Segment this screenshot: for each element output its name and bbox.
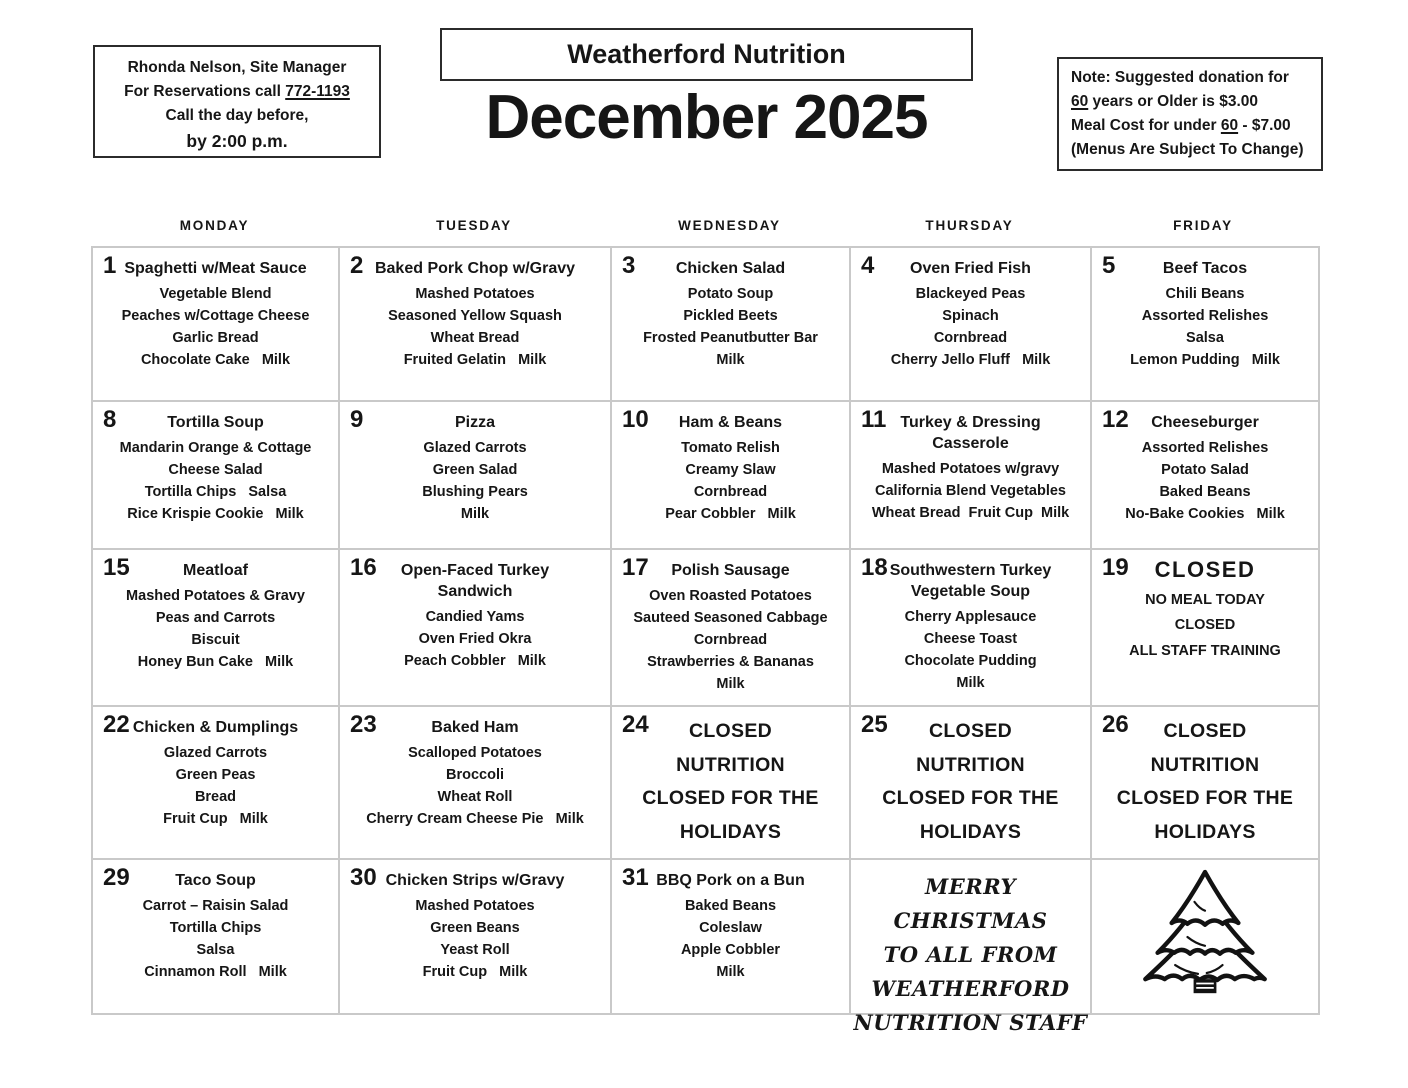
menu-item-line: Green Salad — [432, 461, 518, 478]
menu-title-line: Cheeseburger — [1151, 414, 1259, 431]
day-number: 9 — [350, 406, 364, 433]
menu-item-line: CLOSED — [1174, 617, 1236, 634]
menu-item-line: Green Peas — [175, 766, 256, 783]
closed-notice-line: NUTRITION — [676, 753, 785, 776]
menu-item-line: Garlic Bread — [172, 329, 259, 346]
site-manager-line: Rhonda Nelson, Site Manager — [127, 59, 347, 76]
menu-title-line: Pizza — [454, 414, 495, 431]
menu-item-line: Oven Roasted Potatoes — [649, 587, 812, 604]
day-cell-3 — [612, 248, 851, 402]
closed-notice-line: HOLIDAYS — [919, 820, 1022, 843]
menu-item-line: Carrot – Raisin Salad — [142, 897, 289, 914]
menu-title-line: Taco Soup — [175, 872, 256, 889]
day-cell-29 — [93, 860, 340, 1013]
menu-title-line: Polish Sausage — [671, 562, 790, 579]
menu-item-line: Blushing Pears — [422, 483, 528, 500]
closed-notice-line: HOLIDAYS — [1154, 820, 1256, 843]
menu-item-line: Salsa — [196, 941, 235, 958]
note-line-4: (Menus Are Subject To Change) — [1071, 141, 1304, 159]
day-cell-8 — [93, 402, 340, 550]
day-header-thursday: THURSDAY — [925, 218, 1014, 233]
menu-item-line: Baked Beans — [684, 897, 777, 914]
menu-item-line: Honey Bun Cake Milk — [137, 653, 294, 670]
day-header-friday: FRIDAY — [1173, 218, 1233, 233]
menu-item-line: Peaches w/Cottage Cheese — [121, 307, 310, 324]
menu-item-line: Mandarin Orange & Cottage — [119, 439, 312, 456]
day-cell-10 — [612, 402, 851, 550]
menu-item-line: Milk — [716, 963, 745, 980]
closed-notice-line: CLOSED — [688, 720, 773, 742]
menu-item-line: Cornbread — [933, 329, 1008, 346]
reservations-line: For Reservations call 772-1193 — [124, 83, 350, 101]
menu-item-line: Cherry Cream Cheese Pie Milk — [366, 810, 584, 827]
holiday-message-line: NUTRITION STAFF — [853, 1010, 1088, 1036]
day-cell-2 — [340, 248, 612, 402]
menu-item-line: Candied Yams — [425, 608, 525, 625]
day-number: 10 — [622, 406, 649, 433]
day-number: 25 — [861, 711, 888, 738]
menu-item-line: Peach Cobbler Milk — [404, 652, 546, 669]
holiday-message-line: MERRY CHRISTMAS — [893, 874, 1048, 934]
menu-item-line: Rice Krispie Cookie Milk — [127, 505, 304, 522]
menu-title-line: Southwestern Turkey — [889, 562, 1052, 579]
menu-title-line: Sandwich — [437, 582, 513, 600]
day-number: 5 — [1102, 252, 1116, 279]
note-line-2: 60 years or Older is $3.00 — [1071, 93, 1258, 111]
day-cell-30 — [340, 860, 612, 1013]
menu-item-line: Chili Beans — [1165, 285, 1245, 302]
closed-notice-line: CLOSED FOR THE — [882, 787, 1059, 810]
day-cell-4 — [851, 248, 1092, 402]
menu-title-line: Chicken Strips w/Gravy — [385, 872, 565, 889]
day-header-tuesday: TUESDAY — [436, 218, 512, 233]
day-number: 1 — [103, 252, 117, 279]
christmas-tree-cell — [1092, 860, 1318, 1013]
menu-item-line: Fruit Cup Milk — [422, 963, 528, 980]
closed-notice-line: CLOSED — [1163, 720, 1247, 742]
menu-item-line: Cheese Salad — [168, 461, 263, 478]
menu-item-line: Blackeyed Peas — [915, 285, 1026, 302]
donation-note-box — [1057, 57, 1323, 171]
day-cell-5 — [1092, 248, 1318, 402]
menu-item-line: Biscuit — [191, 631, 240, 648]
day-number: 2 — [350, 252, 364, 279]
menu-title-line: BBQ Pork on a Bun — [656, 872, 805, 889]
menu-title-line: Baked Ham — [431, 719, 519, 736]
menu-item-line: Peas and Carrots — [155, 609, 276, 626]
menu-item-line: Wheat Bread Fruit Cup Milk — [871, 504, 1070, 521]
menu-item-line: Potato Salad — [1161, 461, 1249, 478]
day-number: 19 — [1102, 554, 1129, 581]
menu-item-line: Frosted Peanutbutter Bar — [643, 329, 818, 346]
menu-item-line: Creamy Slaw — [685, 461, 776, 478]
menu-item-line: Cornbread — [693, 483, 768, 500]
menu-item-line: Scalloped Potatoes — [408, 744, 542, 761]
day-cell-12 — [1092, 402, 1318, 550]
day-cell-18 — [851, 550, 1092, 707]
menu-item-line: Broccoli — [445, 766, 504, 783]
closed-notice-line: CLOSED FOR THE — [1116, 787, 1294, 810]
day-cell-11 — [851, 402, 1092, 550]
menu-item-line: Wheat Roll — [437, 788, 513, 805]
day-number: 17 — [622, 554, 649, 581]
day-number: 22 — [103, 711, 130, 738]
christmas-tree-icon — [1126, 866, 1284, 1008]
menu-item-line: Lemon Pudding Milk — [1130, 351, 1280, 368]
menu-title-line: Casserole — [932, 434, 1009, 452]
calendar-grid — [91, 246, 1320, 1036]
menu-item-line: Seasoned Yellow Squash — [388, 307, 562, 324]
menu-title-line: Turkey & Dressing — [900, 414, 1041, 431]
menu-item-line: No-Bake Cookies Milk — [1125, 505, 1285, 522]
menu-item-line: Spinach — [942, 307, 999, 324]
day-number: 23 — [350, 711, 377, 738]
day-number: 24 — [622, 711, 649, 738]
closed-notice-line: NUTRITION — [916, 753, 1025, 776]
menu-item-line: Cinnamon Roll Milk — [144, 963, 287, 980]
weekday-header-row — [91, 218, 1320, 233]
day-cell-9 — [340, 402, 612, 550]
day-number: 29 — [103, 864, 130, 891]
day-number: 8 — [103, 406, 117, 433]
menu-title-line: Baked Pork Chop w/Gravy — [374, 260, 576, 277]
menu-item-line: Cherry Jello Fluff Milk — [890, 351, 1051, 368]
menu-item-line: Chocolate Pudding — [904, 652, 1037, 669]
menu-item-line: Chocolate Cake Milk — [140, 351, 291, 368]
day-number: 15 — [103, 554, 130, 581]
menu-title-line: Chicken Salad — [675, 260, 786, 277]
day-header-monday: MONDAY — [179, 218, 250, 233]
menu-item-line: Cornbread — [693, 631, 768, 648]
day-number: 18 — [861, 554, 888, 581]
menu-item-line: Tortilla Chips Salsa — [144, 483, 287, 500]
menu-item-line: Tomato Relish — [681, 439, 780, 456]
holiday-message-line: WEATHERFORD — [871, 976, 1070, 1002]
day-cell-1 — [93, 248, 340, 402]
menu-item-line: Pear Cobbler Milk — [665, 505, 796, 522]
day-number: 4 — [861, 252, 875, 279]
menu-item-line: Sauteed Seasoned Cabbage — [633, 609, 828, 626]
menu-item-line: Bread — [194, 788, 237, 805]
menu-item-line: Green Beans — [430, 919, 520, 936]
menu-item-line: NO MEAL TODAY — [1145, 592, 1265, 608]
day-cell-25 — [851, 707, 1092, 860]
menu-item-line: Potato Soup — [687, 285, 774, 302]
reservations-info-box — [93, 45, 381, 158]
day-number: 11 — [861, 406, 887, 433]
menu-title-line: Oven Fried Fish — [910, 260, 1031, 277]
menu-item-line: Glazed Carrots — [423, 439, 527, 456]
day-cell-23 — [340, 707, 612, 860]
menu-item-line: ALL STAFF TRAINING — [1129, 642, 1281, 659]
note-line-3: Meal Cost for under 60 - $7.00 — [1071, 117, 1291, 135]
closed-notice-line: NUTRITION — [1150, 753, 1260, 776]
menu-item-line: Milk — [460, 505, 490, 522]
call-day-before-line: Call the day before, — [165, 107, 309, 125]
day-cell-22 — [93, 707, 340, 860]
menu-item-line: Mashed Potatoes w/gravy — [881, 460, 1060, 477]
org-title: Weatherford Nutrition — [567, 39, 846, 69]
org-title-box — [440, 28, 973, 81]
menu-title-line: Spaghetti w/Meat Sauce — [124, 260, 307, 277]
closed-notice-line: HOLIDAYS — [679, 820, 782, 843]
menu-item-line: Salsa — [1186, 329, 1224, 346]
menu-title-line: Chicken & Dumplings — [132, 719, 299, 736]
menu-item-line: California Blend Vegetables — [875, 482, 1066, 499]
day-number: 30 — [350, 864, 377, 891]
closed-notice-line: CLOSED — [928, 720, 1013, 742]
call-deadline-line: by 2:00 p.m. — [186, 131, 288, 152]
menu-item-line: Assorted Relishes — [1141, 307, 1269, 324]
day-header-wednesday: WEDNESDAY — [678, 218, 781, 233]
menu-item-line: Assorted Relishes — [1141, 439, 1269, 456]
holiday-message-line: TO ALL FROM — [883, 942, 1058, 968]
menu-item-line: Yeast Roll — [440, 941, 510, 958]
menu-item-line: Coleslaw — [699, 919, 762, 936]
menu-item-line: Vegetable Blend — [159, 285, 272, 302]
day-cell-17 — [612, 550, 851, 707]
menu-title-line: Beef Tacos — [1162, 260, 1248, 277]
menu-title-line: Meatloaf — [183, 562, 248, 579]
day-cell-31 — [612, 860, 851, 1013]
day-cell-26 — [1092, 707, 1318, 860]
day-number: 31 — [622, 864, 649, 891]
menu-item-line: Mashed Potatoes — [415, 285, 535, 302]
menu-item-line: Cheese Toast — [923, 630, 1018, 647]
menu-item-line: Milk — [716, 675, 745, 692]
day-number: 3 — [622, 252, 636, 279]
month-title: December 2025 — [485, 83, 928, 152]
menu-item-line: Fruited Gelatin Milk — [403, 351, 547, 368]
phone-number: 772-1193 — [285, 83, 350, 101]
closed-notice-line: CLOSED FOR THE — [642, 787, 819, 810]
day-cell-15 — [93, 550, 340, 707]
menu-item-line: Oven Fried Okra — [418, 630, 532, 647]
note-line-1: Note: Suggested donation for — [1071, 69, 1289, 86]
menu-item-line: Wheat Bread — [430, 329, 520, 346]
day-number: 26 — [1102, 711, 1129, 738]
day-number: 12 — [1102, 406, 1129, 433]
menu-item-line: Strawberries & Bananas — [647, 653, 814, 670]
menu-item-line: Milk — [716, 351, 745, 368]
day-cell-24 — [612, 707, 851, 860]
menu-item-line: Tortilla Chips — [169, 919, 262, 936]
day-cell-19 — [1092, 550, 1318, 707]
menu-title-line: Vegetable Soup — [910, 582, 1031, 600]
menu-title-line: Open-Faced Turkey — [400, 562, 550, 579]
day-cell-16 — [340, 550, 612, 707]
menu-item-line: Apple Cobbler — [680, 941, 781, 958]
menu-title-line: Tortilla Soup — [167, 414, 264, 431]
day-number: 16 — [350, 554, 377, 581]
menu-item-line: Fruit Cup Milk — [163, 810, 268, 827]
menu-item-line: Mashed Potatoes & Gravy — [126, 587, 305, 604]
menu-item-line: Pickled Beets — [683, 307, 778, 324]
menu-item-line: Milk — [956, 674, 985, 691]
menu-item-line: Mashed Potatoes — [415, 897, 535, 914]
menu-item-line: Glazed Carrots — [163, 744, 268, 761]
menu-title-line: Ham & Beans — [678, 414, 783, 431]
menu-item-line: Baked Beans — [1159, 483, 1251, 500]
menu-title-line: CLOSED — [1154, 557, 1256, 582]
christmas-message-cell — [851, 860, 1092, 1036]
menu-item-line: Cherry Applesauce — [904, 608, 1037, 625]
